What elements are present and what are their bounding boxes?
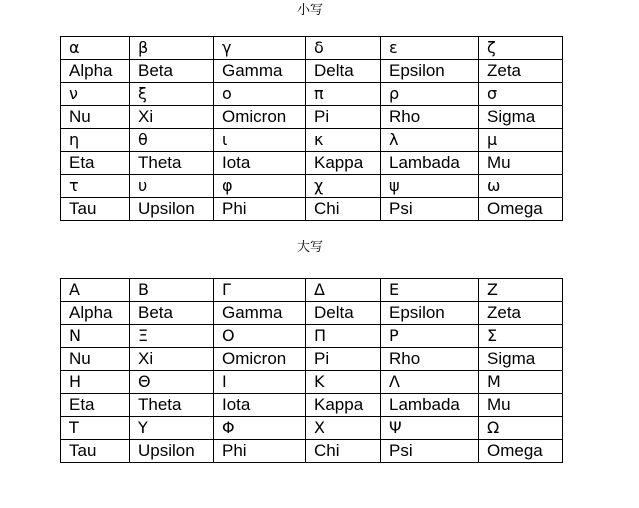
letter-name-cell: Pi — [306, 348, 381, 371]
letter-name-cell: Sigma — [479, 106, 563, 129]
greek-letter-cell: Ν — [61, 325, 130, 348]
greek-letter-cell: Μ — [479, 371, 563, 394]
name-row — [61, 302, 563, 325]
greek-letter-cell: κ — [306, 129, 381, 152]
letter-name-cell: Psi — [381, 440, 479, 463]
letter-name-cell: Theta — [130, 152, 214, 175]
letter-name-cell: Xi — [130, 348, 214, 371]
greek-letter-cell: μ — [479, 129, 563, 152]
greek-letter-cell: ξ — [130, 83, 214, 106]
greek-letter-cell: ι — [214, 129, 306, 152]
greek-letter-cell: Ξ — [130, 325, 214, 348]
letter-name-cell: Epsilon — [381, 302, 479, 325]
greek-letter-cell: ε — [381, 37, 479, 60]
greek-letter-cell: Ψ — [381, 417, 479, 440]
letter-name-cell: Beta — [130, 302, 214, 325]
letter-name-cell: Lambada — [381, 394, 479, 417]
letter-name-cell: Alpha — [61, 302, 130, 325]
letter-name-cell: Phi — [214, 440, 306, 463]
greek-letter-cell: Κ — [306, 371, 381, 394]
greek-letter-cell: Σ — [479, 325, 563, 348]
letter-name-cell: Rho — [381, 348, 479, 371]
greek-letter-cell: Β — [130, 279, 214, 302]
greek-letter-cell: υ — [130, 175, 214, 198]
greek-letter-cell: η — [61, 129, 130, 152]
letter-name-cell: Zeta — [479, 302, 563, 325]
letter-name-cell: Phi — [214, 198, 306, 221]
name-row — [61, 394, 563, 417]
greek-letter-cell: α — [61, 37, 130, 60]
letter-name-cell: Chi — [306, 440, 381, 463]
letter-name-cell: Omicron — [214, 348, 306, 371]
greek-letter-cell: π — [306, 83, 381, 106]
letter-name-cell: Psi — [381, 198, 479, 221]
letter-name-cell: Upsilon — [130, 440, 214, 463]
name-row — [61, 348, 563, 371]
name-row — [61, 106, 563, 129]
letter-name-cell: Alpha — [61, 60, 130, 83]
greek-letter-cell: τ — [61, 175, 130, 198]
name-row — [61, 60, 563, 83]
letter-name-cell: Iota — [214, 394, 306, 417]
greek-letter-cell: Η — [61, 371, 130, 394]
letter-name-cell: Delta — [306, 302, 381, 325]
greek-letter-cell: φ — [214, 175, 306, 198]
greek-letter-cell: λ — [381, 129, 479, 152]
greek-letter-cell: Τ — [61, 417, 130, 440]
greek-letter-cell: Ζ — [479, 279, 563, 302]
greek-letter-cell: Λ — [381, 371, 479, 394]
greek-letter-cell: ν — [61, 83, 130, 106]
letter-name-cell: Mu — [479, 394, 563, 417]
greek-letter-cell: Ρ — [381, 325, 479, 348]
letter-name-cell: Lambada — [381, 152, 479, 175]
greek-letter-cell: Θ — [130, 371, 214, 394]
letter-name-cell: Epsilon — [381, 60, 479, 83]
letter-name-cell: Xi — [130, 106, 214, 129]
letter-name-cell: Tau — [61, 198, 130, 221]
letter-name-cell: Tau — [61, 440, 130, 463]
letter-row — [61, 175, 563, 198]
greek-letter-cell: Ι — [214, 371, 306, 394]
greek-letter-cell: θ — [130, 129, 214, 152]
greek-letter-cell: Χ — [306, 417, 381, 440]
greek-letter-cell: Ε — [381, 279, 479, 302]
letter-name-cell: Rho — [381, 106, 479, 129]
greek-letter-cell: Π — [306, 325, 381, 348]
letter-name-cell: Zeta — [479, 60, 563, 83]
letter-row — [61, 371, 563, 394]
letter-row — [61, 279, 563, 302]
letter-name-cell: Kappa — [306, 394, 381, 417]
greek-letter-cell: β — [130, 37, 214, 60]
name-row — [61, 440, 563, 463]
greek-letter-cell: Α — [61, 279, 130, 302]
greek-letter-cell: Υ — [130, 417, 214, 440]
greek-letter-cell: ρ — [381, 83, 479, 106]
greek-letter-cell: Δ — [306, 279, 381, 302]
greek-letter-cell: Φ — [214, 417, 306, 440]
greek-letter-cell: ω — [479, 175, 563, 198]
uppercase-title: 大写 — [296, 240, 323, 255]
letter-name-cell: Eta — [61, 394, 130, 417]
greek-letter-cell: γ — [214, 37, 306, 60]
letter-name-cell: Nu — [61, 106, 130, 129]
greek-letter-cell: ο — [214, 83, 306, 106]
greek-letter-cell: ζ — [479, 37, 563, 60]
lowercase-title: 小写 — [296, 3, 323, 18]
letter-name-cell: Nu — [61, 348, 130, 371]
letter-name-cell: Chi — [306, 198, 381, 221]
name-row — [61, 152, 563, 175]
letter-name-cell: Eta — [61, 152, 130, 175]
letter-name-cell: Pi — [306, 106, 381, 129]
letter-name-cell: Omega — [479, 440, 563, 463]
letter-row — [61, 129, 563, 152]
letter-name-cell: Omega — [479, 198, 563, 221]
letter-name-cell: Iota — [214, 152, 306, 175]
letter-row — [61, 325, 563, 348]
name-row — [61, 198, 563, 221]
letter-row — [61, 83, 563, 106]
letter-name-cell: Theta — [130, 394, 214, 417]
letter-name-cell: Omicron — [214, 106, 306, 129]
greek-letter-cell: σ — [479, 83, 563, 106]
letter-name-cell: Beta — [130, 60, 214, 83]
letter-row — [61, 37, 563, 60]
letter-name-cell: Gamma — [214, 60, 306, 83]
letter-name-cell: Sigma — [479, 348, 563, 371]
greek-letter-cell: Ω — [479, 417, 563, 440]
greek-letter-cell: Γ — [214, 279, 306, 302]
letter-name-cell: Upsilon — [130, 198, 214, 221]
letter-row — [61, 417, 563, 440]
letter-name-cell: Delta — [306, 60, 381, 83]
letter-name-cell: Kappa — [306, 152, 381, 175]
letter-name-cell: Gamma — [214, 302, 306, 325]
lowercase-table — [60, 36, 563, 221]
greek-letter-cell: δ — [306, 37, 381, 60]
greek-letter-cell: ψ — [381, 175, 479, 198]
greek-letter-cell: Ο — [214, 325, 306, 348]
letter-name-cell: Mu — [479, 152, 563, 175]
greek-letter-cell: χ — [306, 175, 381, 198]
uppercase-table — [60, 278, 563, 463]
